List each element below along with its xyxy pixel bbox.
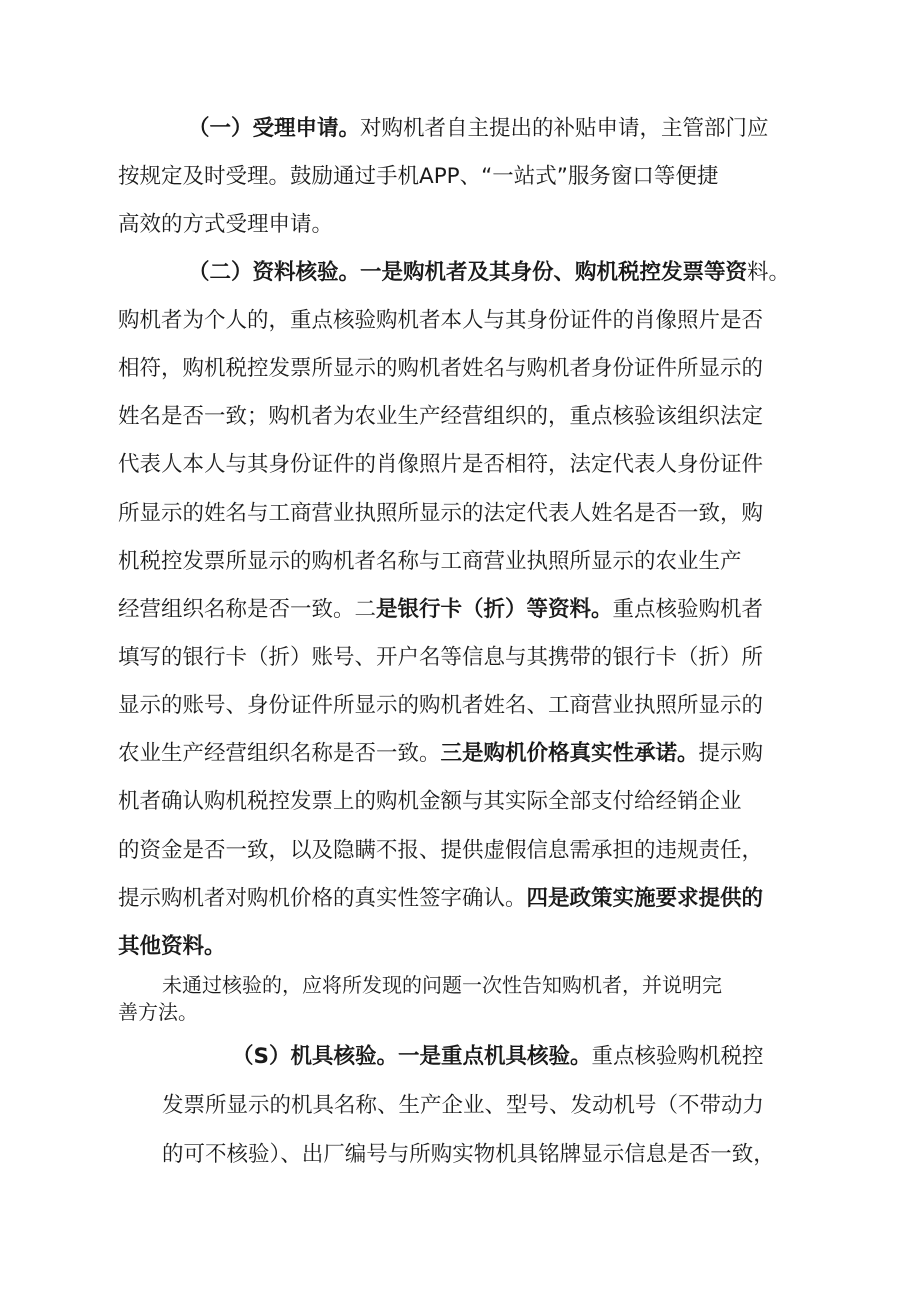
text-line	[118, 695, 763, 717]
text-line	[118, 310, 763, 332]
body-text: 按规定及时受理。鼓励通过手机APP、“一站式”服务窗口等便捷	[118, 164, 719, 189]
bold-heading-text: 是银行卡（折）等资料。	[376, 597, 613, 622]
text-line	[162, 1095, 764, 1117]
text-line	[118, 358, 763, 380]
body-text: 相符，购机税控发票所显示的购机者姓名与购机者身份证件所显示的	[118, 356, 764, 381]
body-text: 对购机者自主提出的补贴申请，主管部门应	[360, 116, 769, 141]
text-line	[162, 975, 722, 995]
body-text: 所显示的姓名与工商营业执照所显示的法定代表人姓名是否一致，购	[118, 501, 764, 526]
body-text: 发票所显示的机具名称、生产企业、型号、发动机号（不带动力	[162, 1093, 765, 1118]
bold-heading-text: （二）资料核验。一是购机者及其身份、购机税控发票等资	[188, 260, 748, 285]
text-line	[118, 888, 763, 910]
text-line	[188, 118, 769, 140]
text-line	[118, 454, 763, 476]
text-line	[118, 406, 763, 428]
text-line	[232, 1046, 764, 1068]
bold-heading-text: 四是政策实施要求提供的	[526, 886, 764, 911]
body-text: 未通过核验的，应将所发现的问题一次性告知购机者，并说明完	[162, 973, 722, 997]
body-text: 农业生产经营组织名称是否一致。	[118, 741, 441, 766]
body-text: 机税控发票所显示的购机者名称与工商营业执照所显示的农业生产	[118, 549, 742, 574]
body-text: 代表人本人与其身份证件的肖像照片是否相符，法定代表人身份证件	[118, 452, 764, 477]
body-text: 经营组织名称是否一致。二	[118, 597, 377, 622]
bold-heading-text: （一）受理申请。	[188, 116, 361, 141]
body-text: 料。	[747, 260, 791, 285]
text-line	[118, 743, 763, 765]
body-text: 重点核验购机税控	[591, 1044, 764, 1069]
text-line	[118, 214, 333, 236]
body-text: 重点核验购机者	[612, 597, 764, 622]
text-line	[118, 1002, 198, 1022]
bold-heading-text: 三是购机价格真实性承诺。	[440, 741, 699, 766]
text-line	[118, 791, 742, 813]
body-text: 购机者为个人的，重点核验购机者本人与其身份证件的肖像照片是否	[118, 308, 764, 333]
text-line	[188, 262, 790, 284]
body-text: 的资金是否一致，以及隐瞒不报、提供虚假信息需承担的违规责任，	[118, 838, 764, 863]
body-text: 的可不核验）、出厂编号与所购实物机具铭牌显示信息是否一致，	[162, 1142, 775, 1167]
body-text: 填写的银行卡（折）账号、开户名等信息与其携带的银行卡（折）所	[118, 645, 764, 670]
text-line	[118, 503, 763, 525]
body-text: 机者确认购机税控发票上的购机金额与其实际全部支付给经销企业	[118, 789, 742, 814]
text-line	[118, 647, 763, 669]
text-line	[162, 1144, 775, 1166]
body-text: 善方法。	[118, 1000, 198, 1024]
text-line	[118, 166, 718, 188]
body-text: 显示的账号、身份证件所显示的购机者姓名、工商营业执照所显示的	[118, 693, 764, 718]
bold-heading-text: （S）机具核验。一是重点机具核验。	[232, 1044, 592, 1069]
body-text: 提示购	[698, 741, 764, 766]
text-line	[118, 599, 763, 621]
text-line	[118, 936, 226, 958]
text-line	[118, 551, 742, 573]
text-line	[118, 840, 763, 862]
body-text: 提示购机者对购机价格的真实性签字确认。	[118, 886, 527, 911]
body-text: 姓名是否一致；购机者为农业生产经营组织的，重点核验该组织法定	[118, 404, 764, 429]
bold-heading-text: 其他资料。	[118, 934, 226, 959]
body-text: 高效的方式受理申请。	[118, 212, 334, 237]
